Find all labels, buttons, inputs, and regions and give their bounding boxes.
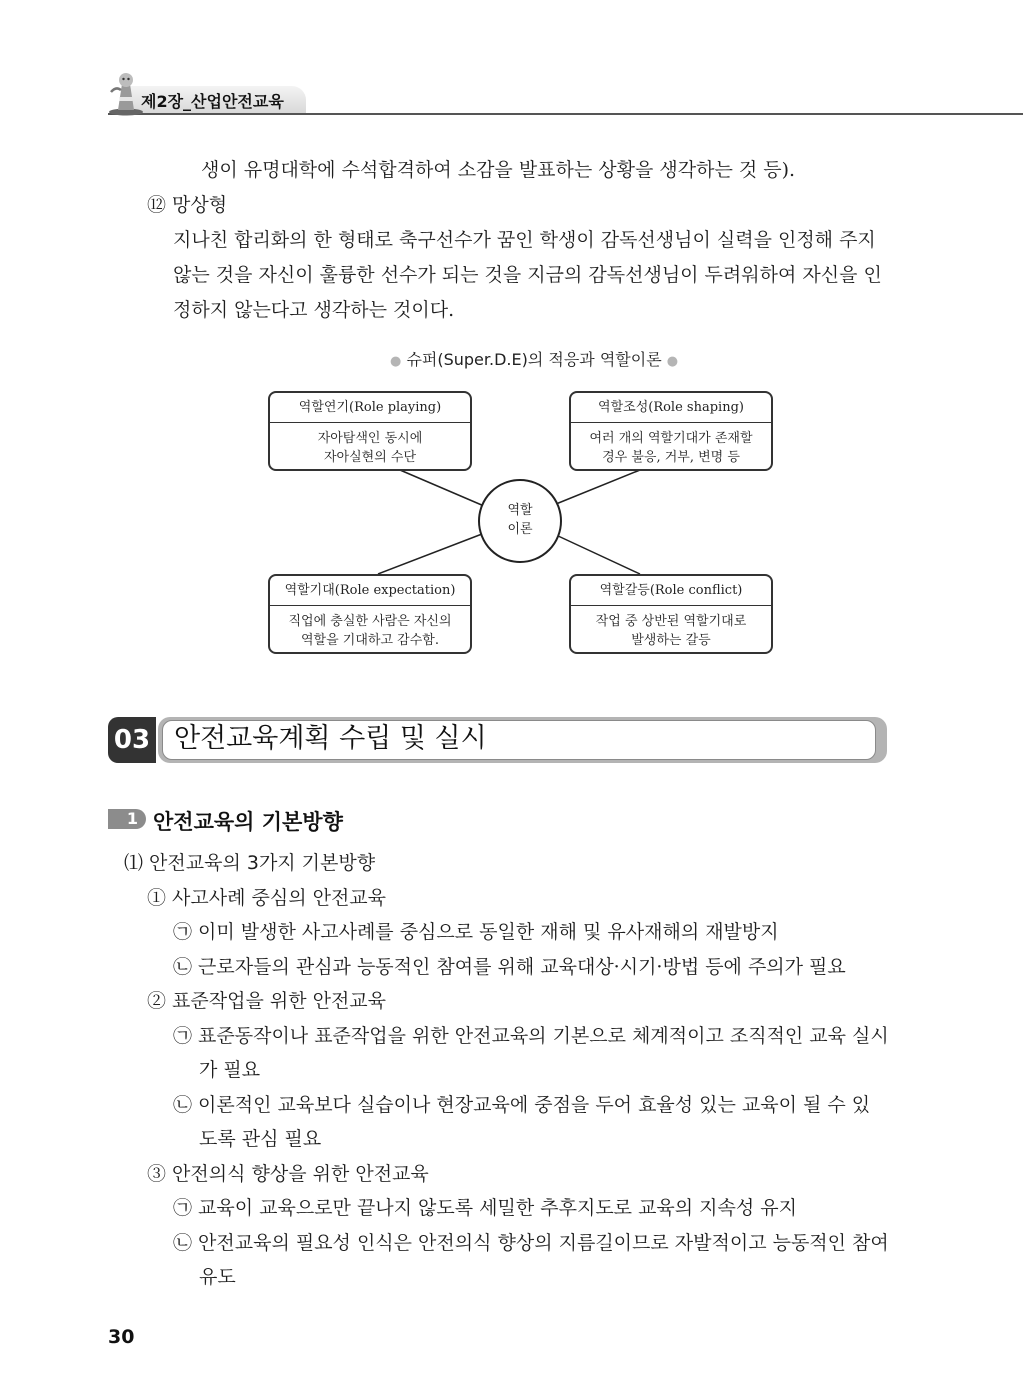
item-12-line-3: 정하지 않는다고 생각하는 것이다. xyxy=(173,299,455,321)
list-item-3b: ㉡ 안전교육의 필요성 인식은 안전의식 향상의 지름길이므로 자발적이고 능동적인 참여 xyxy=(173,1232,889,1254)
connector-bottom-right xyxy=(556,535,640,574)
section-number: 03 xyxy=(108,717,156,763)
role-box-text: 직업에 충실한 사람은 자신의 xyxy=(288,614,452,629)
list-item-2b: ㉡ 이론적인 교육보다 실습이나 현장교육에 중점을 두어 효율성 있는 교육이 될 수 있 xyxy=(173,1094,871,1116)
list-item-1: ① 사고사례 중심의 안전교육 xyxy=(147,887,387,909)
list-item-3b-cont: 유도 xyxy=(199,1266,236,1288)
connector-top-left xyxy=(400,470,484,506)
role-box-body xyxy=(270,606,470,650)
list-item-1b: ㉡ 근로자들의 관심과 능동적인 참여를 위해 교육대상·시기·방법 등에 주의가 필요 xyxy=(173,956,846,978)
role-box-head: 역할조성(Role shaping) xyxy=(571,393,771,423)
role-box-conflict xyxy=(569,574,773,654)
item-12-line-2: 않는 것을 자신이 훌륭한 선수가 되는 것을 지금의 감독선생님이 두려워하여 자신을 인 xyxy=(173,264,882,286)
connector-top-right xyxy=(556,470,640,504)
chapter-title: 제2장_산업안전교육 xyxy=(141,92,284,111)
figure-title: 슈퍼(Super.D.E)의 적응과 역할이론 xyxy=(406,350,662,369)
role-box-playing xyxy=(268,391,472,471)
role-box-body xyxy=(571,423,771,467)
bullet-dot-icon: ● xyxy=(666,354,679,369)
role-box-text: 경우 불응, 거부, 변명 등 xyxy=(602,450,740,465)
page-number: 30 xyxy=(108,1326,135,1348)
role-box-head: 역할연기(Role playing) xyxy=(270,393,470,423)
paragraph-1-heading: ⑴ 안전교육의 3가지 기본방향 xyxy=(124,852,376,874)
connector-bottom-left xyxy=(378,534,482,574)
list-item-2a-cont: 가 필요 xyxy=(199,1059,261,1081)
list-item-2: ② 표준작업을 위한 안전교육 xyxy=(147,990,387,1012)
list-item-3: ③ 안전의식 향상을 위한 안전교육 xyxy=(147,1163,429,1185)
role-box-text: 발생하는 갈등 xyxy=(631,633,711,648)
center-text-1: 역할 xyxy=(507,503,533,518)
item-12-line-1: 지나친 합리화의 한 형태로 축구선수가 꿈인 학생이 감독선생님이 실력을 인정해 주지 xyxy=(173,229,876,251)
role-theory-center xyxy=(478,479,562,563)
role-box-body xyxy=(270,423,470,467)
role-box-text: 여러 개의 역할기대가 존재할 xyxy=(589,431,753,446)
list-item-1a: ㉠ 이미 발생한 사고사례를 중심으로 동일한 재해 및 유사재해의 재발방지 xyxy=(173,921,779,943)
role-box-head: 역할갈등(Role conflict) xyxy=(571,576,771,606)
role-box-expectation xyxy=(268,574,472,654)
intro-line-1: 생이 유명대학에 수석합격하여 소감을 발표하는 상황을 생각하는 것 등). xyxy=(201,159,796,181)
role-box-text: 자아탐색인 동시에 xyxy=(317,431,423,446)
role-box-shaping xyxy=(569,391,773,471)
list-item-2a: ㉠ 표준동작이나 표준작업을 위한 안전교육의 기본으로 체계적이고 조직적인 교육 실시 xyxy=(173,1025,889,1047)
list-item-3a: ㉠ 교육이 교육으로만 끝나지 않도록 세밀한 추후지도로 교육의 지속성 유지 xyxy=(173,1197,797,1219)
role-box-body xyxy=(571,606,771,650)
role-box-head: 역할기대(Role expectation) xyxy=(270,576,470,606)
role-box-text: 자아실현의 수단 xyxy=(323,450,417,465)
bullet-dot-icon: ● xyxy=(390,354,402,369)
subsection-number: 1 xyxy=(108,809,146,829)
item-12-label: ⑫ 망상형 xyxy=(147,194,228,216)
section-title: 안전교육계획 수립 및 실시 xyxy=(174,723,487,754)
role-box-text: 역할을 기대하고 감수함. xyxy=(301,633,439,648)
list-item-2b-cont: 도록 관심 필요 xyxy=(199,1128,322,1150)
center-text-2: 이론 xyxy=(507,522,533,537)
subsection-title: 안전교육의 기본방향 xyxy=(153,810,343,834)
role-box-text: 작업 중 상반된 역할기대로 xyxy=(595,614,747,629)
